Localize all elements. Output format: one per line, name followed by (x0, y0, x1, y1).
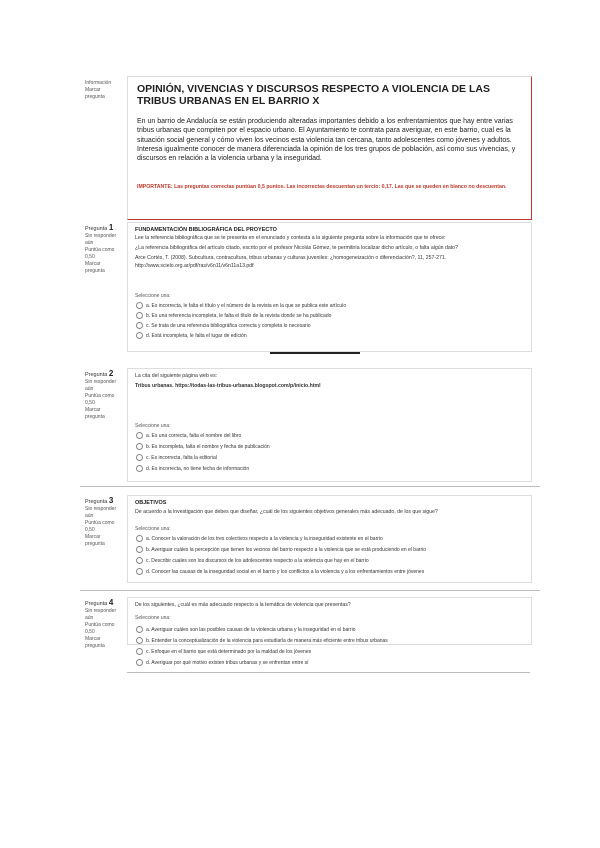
radio-icon[interactable] (136, 535, 143, 542)
radio-icon[interactable] (136, 332, 143, 339)
q4-state-1: Sin responder (85, 608, 117, 614)
q1-side (85, 224, 117, 275)
q1-flag-2[interactable]: pregunta (85, 268, 105, 274)
q2-number: 2 (108, 369, 114, 378)
q3-side (85, 497, 117, 548)
radio-icon[interactable] (136, 443, 143, 450)
q1-state-1: Sin responder (85, 233, 117, 239)
q2-side (85, 370, 117, 421)
q2-flag-1[interactable]: Marcar (85, 407, 101, 413)
important-note: IMPORTANTE: Las preguntas correctas puntúan 0,5 puntos. Las incorrectas descuentan un tercio: 0,17. Las que se queden en blanco no descuentan. (137, 184, 507, 190)
q4-state-2: aún (85, 615, 94, 621)
radio-icon[interactable] (136, 648, 143, 655)
radio-icon[interactable] (136, 659, 143, 666)
q1-select: Seleccione una: (135, 293, 171, 299)
q3-number: 3 (108, 496, 114, 505)
q4-label: Pregunta 4 (85, 598, 114, 607)
q2-option-c[interactable]: c. Es incorrecta, falta la editorial (136, 454, 217, 461)
radio-icon[interactable] (136, 626, 143, 633)
q2-line-1: La cita del siguiente página web es: (135, 373, 218, 379)
q1-heading: FUNDAMENTACIÓN BIBLIOGRÁFICA DEL PROYECTO (135, 227, 277, 233)
q1-option-c[interactable]: c. Se trata de una referencia bibliográfica correcta y completa lo necesario (136, 322, 311, 329)
q2-grade-1: Puntúa como (85, 393, 115, 399)
q3-option-a[interactable]: a. Conocer la valoración de los tres colectivos respecto a la violencia y la inseguridad existente en el barrio (136, 535, 383, 542)
intro-title: OPINIÓN, VIVENCIAS Y DISCURSOS RESPECTO A VIOLENCIA DE LAS TRIBUS URBANAS EN EL BARRIO X (137, 83, 490, 107)
q4-select: Seleccione una: (135, 615, 171, 621)
q3-grade-1: Puntúa como (85, 520, 115, 526)
q1-state-2: aún (85, 240, 94, 246)
intro-side-line-3[interactable]: pregunta (85, 94, 105, 100)
q1-line-2: ¿La referencia bibliográfica del artículo citado, escrito por el profesor Nicolás Gómez, te permitiría localizar dicho artículo, o falta algún dato? (135, 245, 458, 251)
q2-option-d[interactable]: d. Es incorrecta, no tiene fecha de información (136, 465, 249, 472)
section-divider (80, 590, 540, 591)
q4-option-c[interactable]: c. Enfoque en el barrio que está determinado por la maldad de los jóvenes (136, 648, 311, 655)
q3-option-b[interactable]: b. Averiguar cuáles la percepción que tienen los vecinos del barrio respecto a la violencia que se está produciendo en el barrio (136, 546, 426, 553)
q4-side (85, 599, 117, 650)
q1-line-1: Lee la referencia bibliográfica que se te presenta en el enunciado y contesta a la siguiente pregunta sobre la información que te ofrece: (135, 235, 446, 241)
q3-grade-2: 0,50 (85, 527, 95, 533)
q3-line-1: De acuerdo a la investigación que debes que diseñar, ¿cuál de los siguientes objetivos generales más adecuado, de los que sigue? (135, 509, 438, 515)
q4-option-a[interactable]: a. Averiguar cuáles son las posibles causas de la violencia urbana y la inseguridad en el barrio (136, 626, 355, 633)
q4-grade-2: 0,50 (85, 629, 95, 635)
intro-side-line-1: Información (85, 80, 112, 86)
q2-card (127, 368, 532, 482)
q4-grade-1: Puntúa como (85, 622, 115, 628)
q2-grade-2: 0,50 (85, 400, 95, 406)
q2-label: Pregunta 2 (85, 369, 114, 378)
q2-select: Seleccione una: (135, 423, 171, 429)
q3-card (127, 495, 532, 583)
q3-state-2: aún (85, 513, 94, 519)
q3-option-d[interactable]: d. Conocer las causas de la inseguridad social en el barrio y los conflictos a la violencia y a los enfrentamientos entre jóvenes (136, 568, 424, 575)
q1-number: 1 (108, 223, 114, 232)
q3-option-c[interactable]: c. Describir cuales son los discursos de los adolescentes respecto a la violencia que hay en el barrio (136, 557, 369, 564)
radio-icon[interactable] (136, 312, 143, 319)
radio-icon[interactable] (136, 432, 143, 439)
radio-icon[interactable] (136, 637, 143, 644)
q1-option-b[interactable]: b. Es una referencia incompleta, le falta el título de la revista donde se ha publicado (136, 312, 331, 319)
q1-line-3: Arce Cortés, T. (2008). Subcultura, contracultura, tribus urbanas y culturas juveniles: ¿homogeneización o diferenciación?, 11, 257-271. http://www.scielo.org.ar/pdf/ras/v6n11/v6n11a13.pdf (135, 255, 447, 269)
q2-option-a[interactable]: a. Es una correcta, falta el nombre del libro (136, 432, 241, 439)
q4-option-d[interactable]: d. Averiguar por qué motivo existen tribus urbanas y se enfrentan entre sí (136, 659, 309, 666)
q3-heading: OBJETIVOS (135, 500, 167, 506)
q1-label: Pregunta 1 (85, 223, 114, 232)
radio-icon[interactable] (136, 322, 143, 329)
scrollbar-thumb[interactable] (270, 352, 360, 354)
intro-body: En un barrio de Andalucía se están produciendo alteradas importantes debido a los enfrentamientos que hay entre varias tribus urbanas que compiten por el espacio urbano. El Ayuntamiento te contrata para averiguar, en este barrio, cual es la situación social general y cómo viven los vecinos esta violencia tan cercana, tanto adolescentes como jóvenes y adultos. Interesa igualmente conocer de manera diferenciada la opinión de los tres grupos de población, así como sus vivencias, y discursos en relación a la violencia urbana y la inseguridad. (137, 118, 516, 163)
q3-select: Seleccione una: (135, 526, 171, 532)
section-divider (127, 672, 530, 673)
q1-option-d[interactable]: d. Está incompleta, le falta el lugar de edición (136, 332, 247, 339)
intro-side (85, 80, 117, 101)
q1-flag-1[interactable]: Marcar (85, 261, 101, 267)
radio-icon[interactable] (136, 454, 143, 461)
q2-flag-2[interactable]: pregunta (85, 414, 105, 420)
q4-option-b[interactable]: b. Entender la conceptualización de la violencia para estudiarla de manera más eficiente entre tribus urbanas (136, 637, 388, 644)
radio-icon[interactable] (136, 568, 143, 575)
q2-state-1: Sin responder (85, 379, 117, 385)
q1-card (127, 222, 532, 352)
intro-card (127, 76, 532, 220)
q1-option-a[interactable]: a. Es incorrecta, le falta el título y el número de la revista en la que se publica este artículo (136, 302, 346, 309)
radio-icon[interactable] (136, 557, 143, 564)
section-divider (80, 486, 540, 487)
q4-flag-1[interactable]: Marcar (85, 636, 101, 642)
q2-option-b[interactable]: b. Es incompleta, falta el nombre y fecha de publicación (136, 443, 270, 450)
radio-icon[interactable] (136, 546, 143, 553)
q3-flag-1[interactable]: Marcar (85, 534, 101, 540)
q2-state-2: aún (85, 386, 94, 392)
q2-line-2: Tribus urbanas. https://todas-las-tribus-urbanas.blogspot.com/p/inicio.html (135, 383, 321, 389)
q4-number: 4 (108, 598, 114, 607)
q4-flag-2[interactable]: pregunta (85, 643, 105, 649)
q3-state-1: Sin responder (85, 506, 117, 512)
q3-label: Pregunta 3 (85, 496, 114, 505)
q1-grade-1: Puntúa como (85, 247, 115, 253)
radio-icon[interactable] (136, 302, 143, 309)
q4-line-1: De los siguientes, ¿cuál es más adecuado respecto a la temática de violencia que presentas? (135, 602, 351, 608)
radio-icon[interactable] (136, 465, 143, 472)
q3-flag-2[interactable]: pregunta (85, 541, 105, 547)
q1-grade-2: 0,50 (85, 254, 95, 260)
intro-side-line-2[interactable]: Marcar (85, 87, 101, 93)
